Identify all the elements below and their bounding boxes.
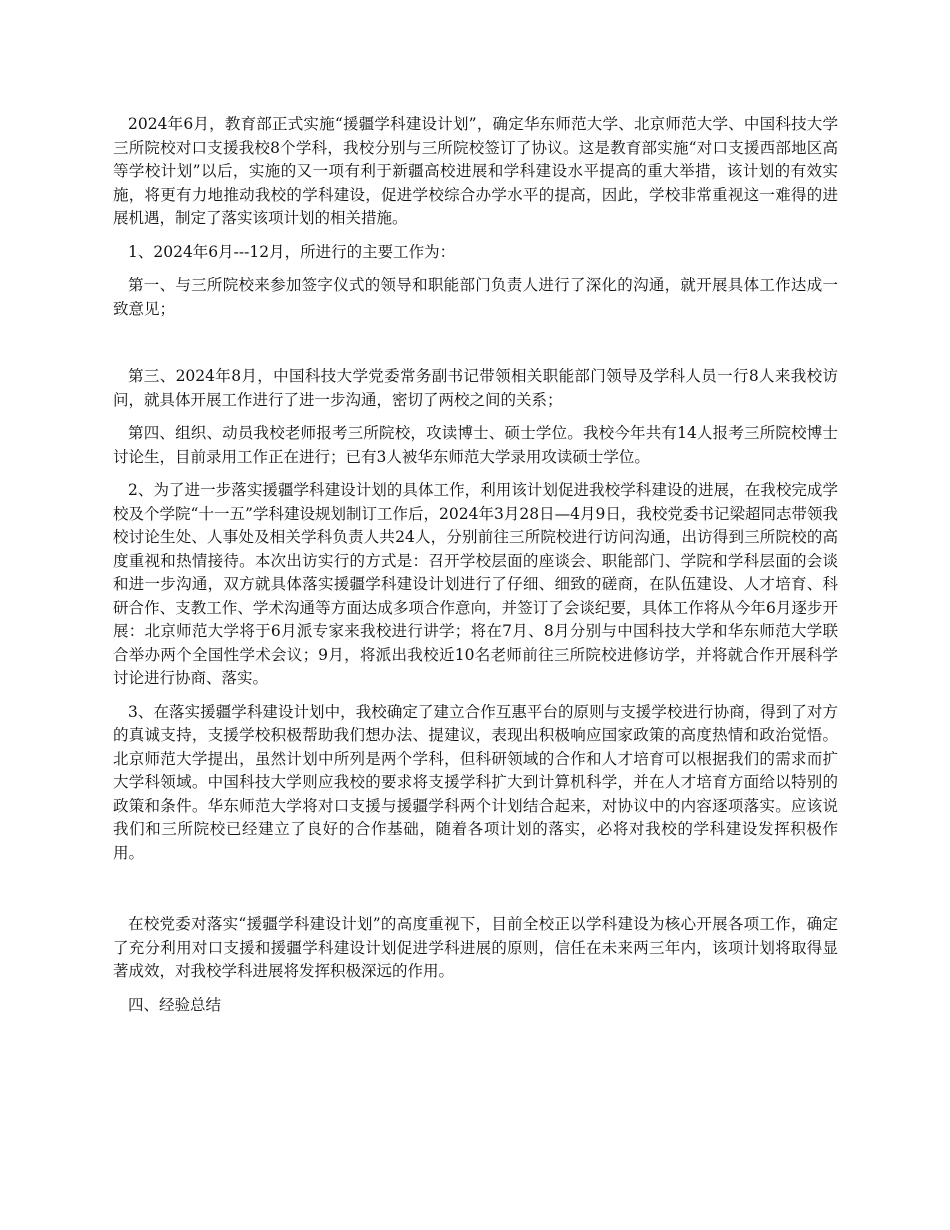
paragraph-spacer — [113, 469, 838, 479]
section-1-heading: 1、2024年6月---12月，所进行的主要工作为： — [128, 242, 456, 261]
item-first-paragraph: 第一、与三所院校来参加签字仪式的领导和职能部门负责人进行了深化的沟通，就开展具体工作达成一致意见； — [113, 276, 838, 318]
conclusion-paragraph: 在校党委对落实“援疆学科建设计划”的高度重视下，目前全校正以学科建设为核心开展各项工作，确定了充分利用对口支援和援疆学科建设计划促进学科进展的原则，信任在未来两三年内，该项计划将取得显著成效，对我校学科进展将发挥积极深远的作用。 — [113, 915, 838, 980]
section-3-paragraph: 3、在落实援疆学科建设计划中，我校确定了建立合作互惠平台的原则与支援学校进行协商，得到了对方的真诚支持，支援学校积极帮助我们想办法、提建议，表现出积极响应国家政策的高度热情和政治觉悟。北京师范大学提出，虽然计划中所列是两个学科，但科研领域的合作和人才培育可以根据我们的需求而扩大学科领域。中国科技大学则应我校的要求将支援学科扩大到计算机科学，并在人才培育方面给以特别的政策和条件。华东师范大学将对口支援与援疆学科两个计划结合起来，对协议中的内容逐项落实。应该说我们和三所院校已经建立了良好的合作基础，随着各项计划的落实，必将对我校的学科建设发挥积极作用。 — [113, 702, 838, 862]
section-2-paragraph: 2、为了进一步落实援疆学科建设计划的具体工作，利用该计划促进我校学科建设的进展，在我校完成学校及个学院“十一五”学科建设规划制订工作后，2024年3月28日—4月9日，我校党委书记梁超同志带领我校讨论生处、人事处及相关学科负责人共24人，分别前往三所院校进行访问沟通，出访得到三所院校的高度重视和热情接待。本次出访实行的方式是：召开学校层面的座谈会、职能部门、学院和学科层面的会谈和进一步沟通，双方就具体落实援疆学科建设计划进行了仔细、细致的磋商，在队伍建设、人才培育、科研合作、支教工作、学术沟通等方面达成多项合作意向，并签订了会谈纪要，具体工作将从今年6月逐步开展：北京师范大学将于6月派专家来我校进行讲学；将在7月、8月分别与中国科技大学和华东师范大学联合举办两个全国性学术会议；9月，将派出我校近10名老师前往三所院校进修访学，并将就合作开展科学讨论进行协商、落实。 — [113, 481, 838, 687]
item-third-paragraph: 第三、2024年8月，中国科技大学党委常务副书记带领相关职能部门领导及学科人员一行8人来我校访问，就具体开展工作进行了进一步沟通，密切了两校之间的关系； — [113, 367, 838, 409]
section-4-heading: 四、经验总结 — [128, 995, 222, 1014]
item-fourth-paragraph: 第四、组织、动员我校老师报考三所院校，攻读博士、硕士学位。我校今年共有14人报考三所院校博士讨论生，目前录用工作正在进行；已有3人被华东师范大学录用攻读硕士学位。 — [113, 424, 838, 466]
blank-gap — [113, 321, 838, 365]
paragraph-spacer — [113, 264, 838, 274]
paragraph-spacer — [113, 412, 838, 422]
blank-gap — [113, 865, 838, 913]
paragraph-spacer — [113, 231, 838, 241]
document-body — [113, 113, 838, 1017]
intro-paragraph: 2024年6月，教育部正式实施“援疆学科建设计划”，确定华东师范大学、北京师范大学、中国科技大学三所院校对口支援我校8个学科，我校分别与三所院校签订了协议。这是教育部实施“对口支援西部地区高等学校计划”以后，实施的又一项有利于新疆高校进展和学科建设水平提高的重大举措，该计划的有效实施，将更有力地推动我校的学科建设，促进学校综合办学水平的提高，因此，学校非常重视这一难得的进展机遇，制定了落实该项计划的相关措施。 — [113, 115, 838, 227]
paragraph-spacer — [113, 691, 838, 701]
paragraph-spacer — [113, 984, 838, 994]
